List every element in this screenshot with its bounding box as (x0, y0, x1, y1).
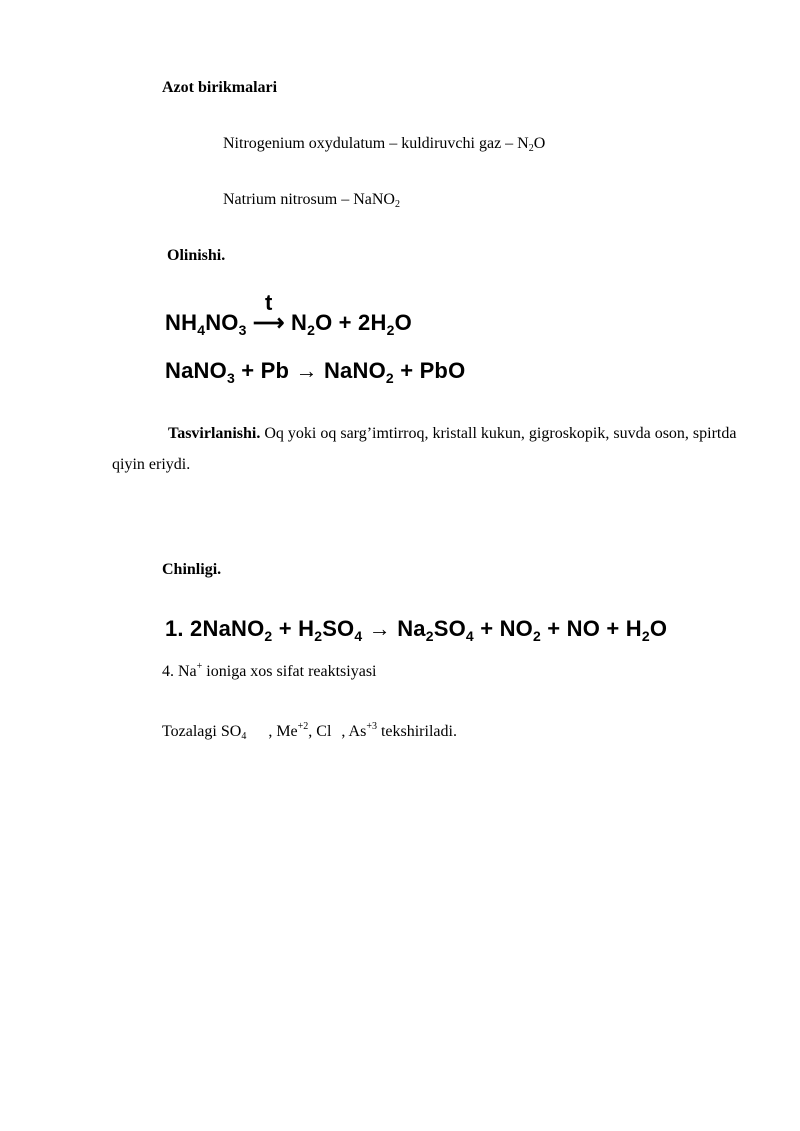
charge-superscript: +2 (297, 721, 309, 732)
eq3-sub: 2 (641, 628, 650, 644)
compound-sodium-nitrite (223, 190, 400, 210)
description-paragraph (112, 418, 744, 480)
eq3-sub: 2 (533, 628, 541, 644)
description-text: Oq yoki oq sarg’imtirroq, kristall kukun, gigroskopik, suvda oson, spirtda qiyin eriydi. (112, 425, 737, 473)
equation-2 (165, 358, 465, 384)
eq1-term: NO (205, 310, 239, 335)
eq1-sub: 2 (386, 322, 395, 338)
purity-text: , Me (268, 723, 298, 740)
heat-condition: t (265, 290, 273, 315)
purity-text: Tozalagi SO (162, 723, 242, 740)
eq2-term: NaNO (165, 358, 227, 383)
eq3-sub: 2 (264, 628, 273, 644)
section-heading: Azot birikmalari (162, 79, 278, 96)
eq1-term: N (290, 310, 308, 335)
eq1-term: O (394, 310, 412, 335)
chinligi-heading: Chinligi. (162, 561, 222, 578)
arrow-icon: → (362, 616, 398, 641)
heat-arrow (252, 290, 285, 336)
charge-superscript: +3 (366, 721, 377, 732)
charge-superscript: + (196, 661, 203, 672)
eq3-sub: 4 (354, 628, 363, 644)
eq1-term: O + 2H (315, 310, 387, 335)
eq3-term: 2NaNO (183, 616, 265, 641)
eq3-term: Na (397, 616, 426, 641)
eq3-number: 1. (165, 616, 184, 641)
purity-text: , Cl (308, 723, 332, 740)
eq3-term: O (649, 616, 668, 641)
eq3-sub: 2 (425, 628, 434, 644)
description-label: Tasvirlanishi. (168, 425, 261, 442)
eq3-term: SO (433, 616, 466, 641)
line4-text: 4. Na (162, 663, 197, 680)
compound-name-1: Nitrogenium oxydulatum – kuldiruvchi gaz – N (223, 135, 529, 152)
equation-3 (165, 616, 667, 642)
purity-text: tekshiriladi. (376, 723, 457, 740)
eq2-term: NaNO (317, 358, 386, 383)
eq3-term: + NO + H (541, 616, 642, 641)
eq2-term: + PbO (393, 358, 466, 383)
olinishi-heading: Olinishi. (167, 247, 226, 264)
eq2-term: + Pb (234, 358, 296, 383)
subscript: 4 (241, 731, 247, 742)
formula-tail: O (533, 135, 546, 152)
eq3-term: SO (322, 616, 355, 641)
purity-line (162, 722, 457, 742)
eq1-term: NH (165, 310, 198, 335)
arrow-icon: ⟶ (252, 310, 285, 335)
equation-1 (165, 290, 412, 338)
line4-text: ioniga xos sifat reaktsiyasi (202, 663, 377, 680)
eq1-sub: 3 (238, 322, 247, 338)
subscript: 2 (528, 143, 534, 154)
eq1-sub: 2 (307, 322, 316, 338)
eq2-sub: 3 (226, 370, 235, 386)
subscript: 2 (394, 199, 400, 210)
eq1-sub: 4 (197, 322, 206, 338)
eq3-sub: 4 (465, 628, 474, 644)
compound-name-2: Natrium nitrosum – NaNO (223, 191, 395, 208)
eq2-sub: 2 (385, 370, 394, 386)
purity-text: , As (341, 723, 367, 740)
arrow-icon: → (295, 358, 318, 383)
compound-nitrous-oxide (223, 134, 545, 154)
eq3-term: + H (272, 616, 315, 641)
eq3-sub: 2 (314, 628, 323, 644)
sodium-ion-reaction-line (162, 662, 376, 682)
eq3-term: + NO (473, 616, 533, 641)
